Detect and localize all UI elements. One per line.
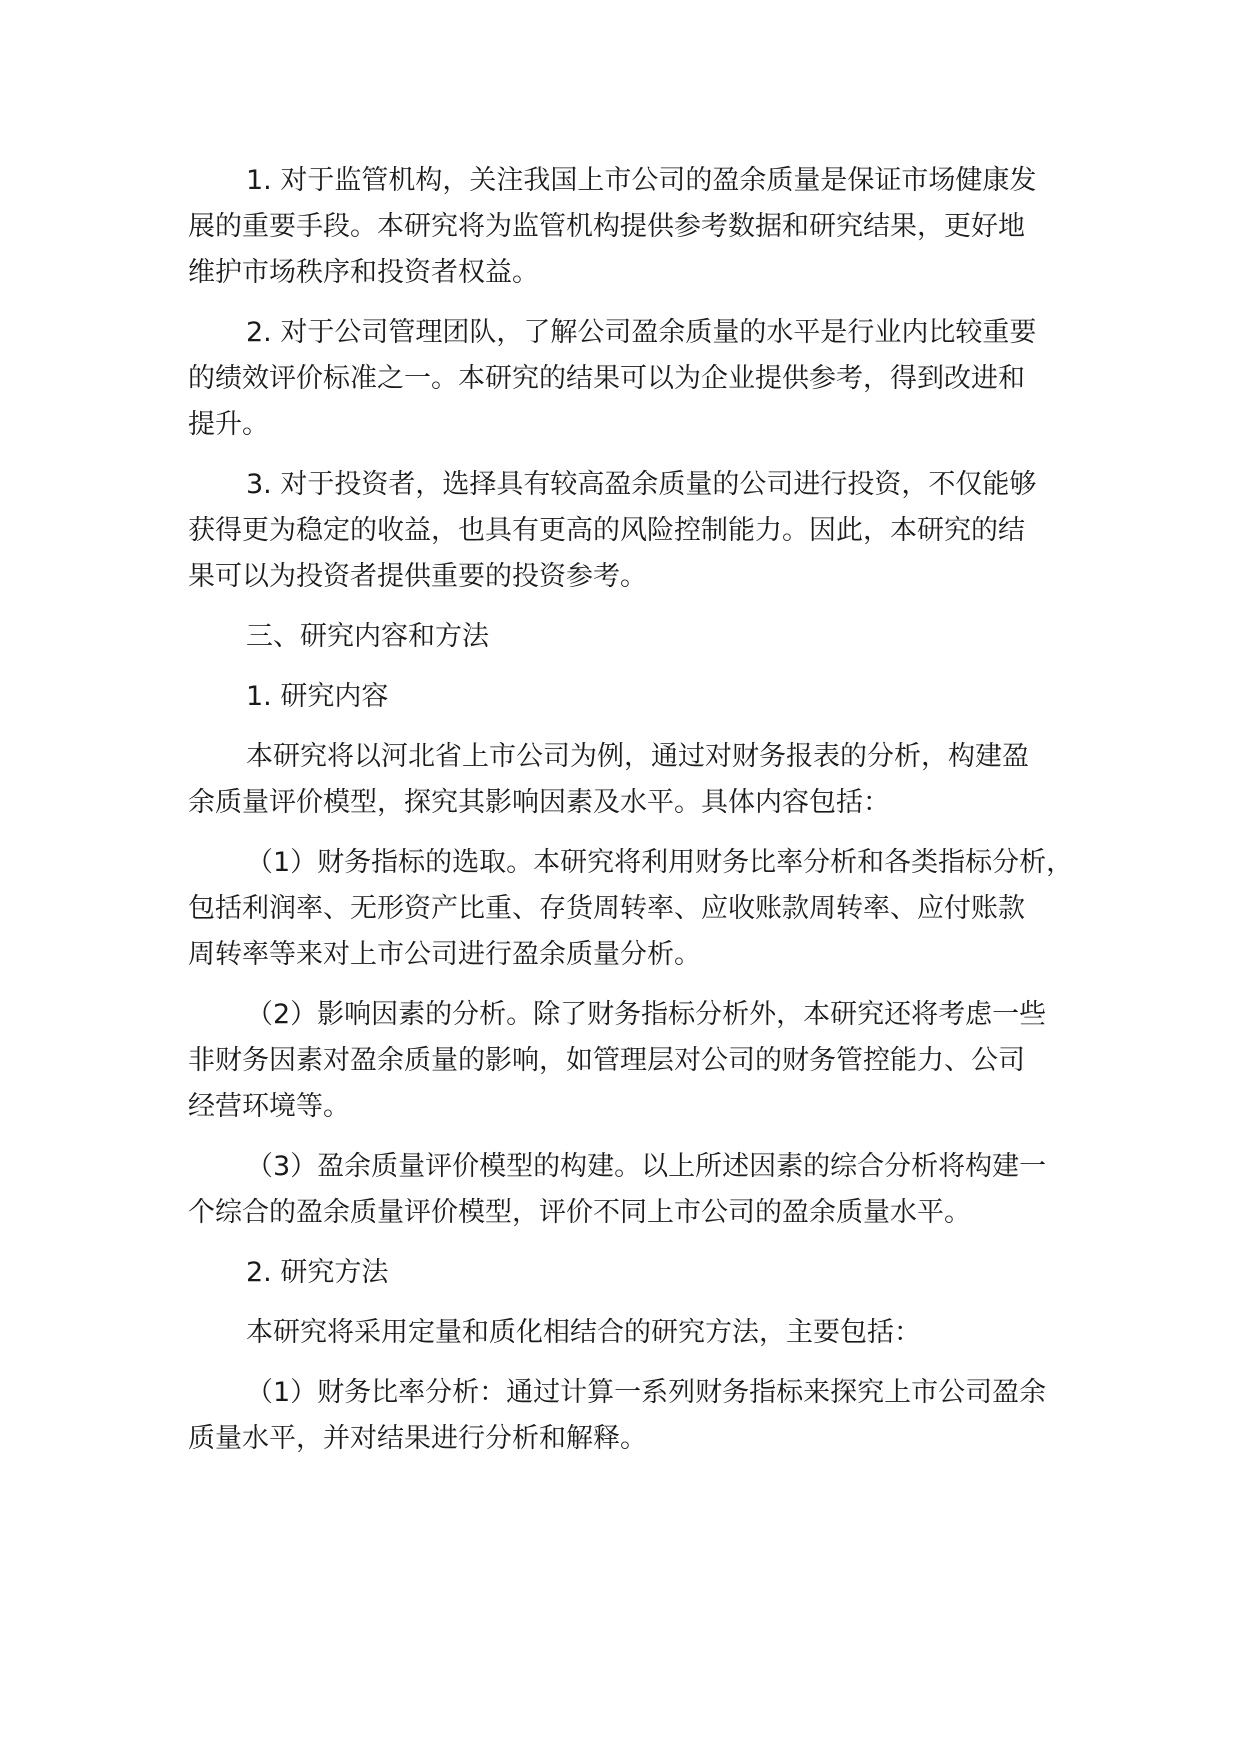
- document-body: [188, 158, 1088, 1476]
- subsection-heading-content: 1. 研究内容: [246, 681, 389, 712]
- paragraph-management: [188, 310, 1088, 448]
- paragraph-investors: [188, 462, 1088, 600]
- text-line: 2. 对于公司管理团队，了解公司盈余质量的水平是行业内比较重要: [246, 317, 1037, 348]
- text-line: 3. 对于投资者，选择具有较高盈余质量的公司进行投资，不仅能够: [246, 469, 1037, 500]
- text-line: 质量水平，并对结果进行分析和解释。: [188, 1423, 647, 1454]
- text-line: 提升。: [188, 409, 269, 440]
- section-heading: 三、研究内容和方法: [246, 621, 489, 652]
- paragraph-content-intro: [188, 734, 1088, 826]
- text-line: 的绩效评价标准之一。本研究的结果可以为企业提供参考，得到改进和: [188, 363, 1025, 394]
- text-line: 果可以为投资者提供重要的投资参考。: [188, 561, 647, 592]
- paragraph-regulators: [188, 158, 1088, 296]
- paragraph-ratio-analysis: [188, 1370, 1088, 1462]
- paragraph-financial-indicators: [188, 840, 1088, 978]
- text-line: 本研究将采用定量和质化相结合的研究方法，主要包括：: [246, 1317, 921, 1348]
- text-line: 获得更为稳定的收益，也具有更高的风险控制能力。因此，本研究的结: [188, 515, 1025, 546]
- text-line: 展的重要手段。本研究将为监管机构提供参考数据和研究结果，更好地: [188, 211, 1025, 242]
- text-line: （1）财务指标的选取。本研究将利用财务比率分析和各类指标分析，: [246, 847, 1074, 878]
- text-line: 个综合的盈余质量评价模型，评价不同上市公司的盈余质量水平。: [188, 1197, 971, 1228]
- text-line: （1）财务比率分析：通过计算一系列财务指标来探究上市公司盈余: [246, 1377, 1047, 1408]
- text-line: 周转率等来对上市公司进行盈余质量分析。: [188, 939, 701, 970]
- text-line: 本研究将以河北省上市公司为例，通过对财务报表的分析，构建盈: [246, 741, 1029, 772]
- text-line: 非财务因素对盈余质量的影响，如管理层对公司的财务管控能力、公司: [188, 1045, 1025, 1076]
- text-line: （3）盈余质量评价模型的构建。以上所述因素的综合分析将构建一: [246, 1151, 1047, 1182]
- text-line: 1. 对于监管机构，关注我国上市公司的盈余质量是保证市场健康发: [246, 165, 1037, 196]
- text-line: （2）影响因素的分析。除了财务指标分析外，本研究还将考虑一些: [246, 999, 1047, 1030]
- subsection-heading-method: 2. 研究方法: [246, 1257, 389, 1288]
- paragraph-method-intro: [188, 1310, 1088, 1356]
- text-line: 包括利润率、无形资产比重、存货周转率、应收账款周转率、应付账款: [188, 893, 1025, 924]
- text-line: 维护市场秩序和投资者权益。: [188, 257, 539, 288]
- text-line: 余质量评价模型，探究其影响因素及水平。具体内容包括：: [188, 787, 890, 818]
- paragraph-evaluation-model: [188, 1144, 1088, 1236]
- paragraph-influencing-factors: [188, 992, 1088, 1130]
- text-line: 经营环境等。: [188, 1091, 350, 1122]
